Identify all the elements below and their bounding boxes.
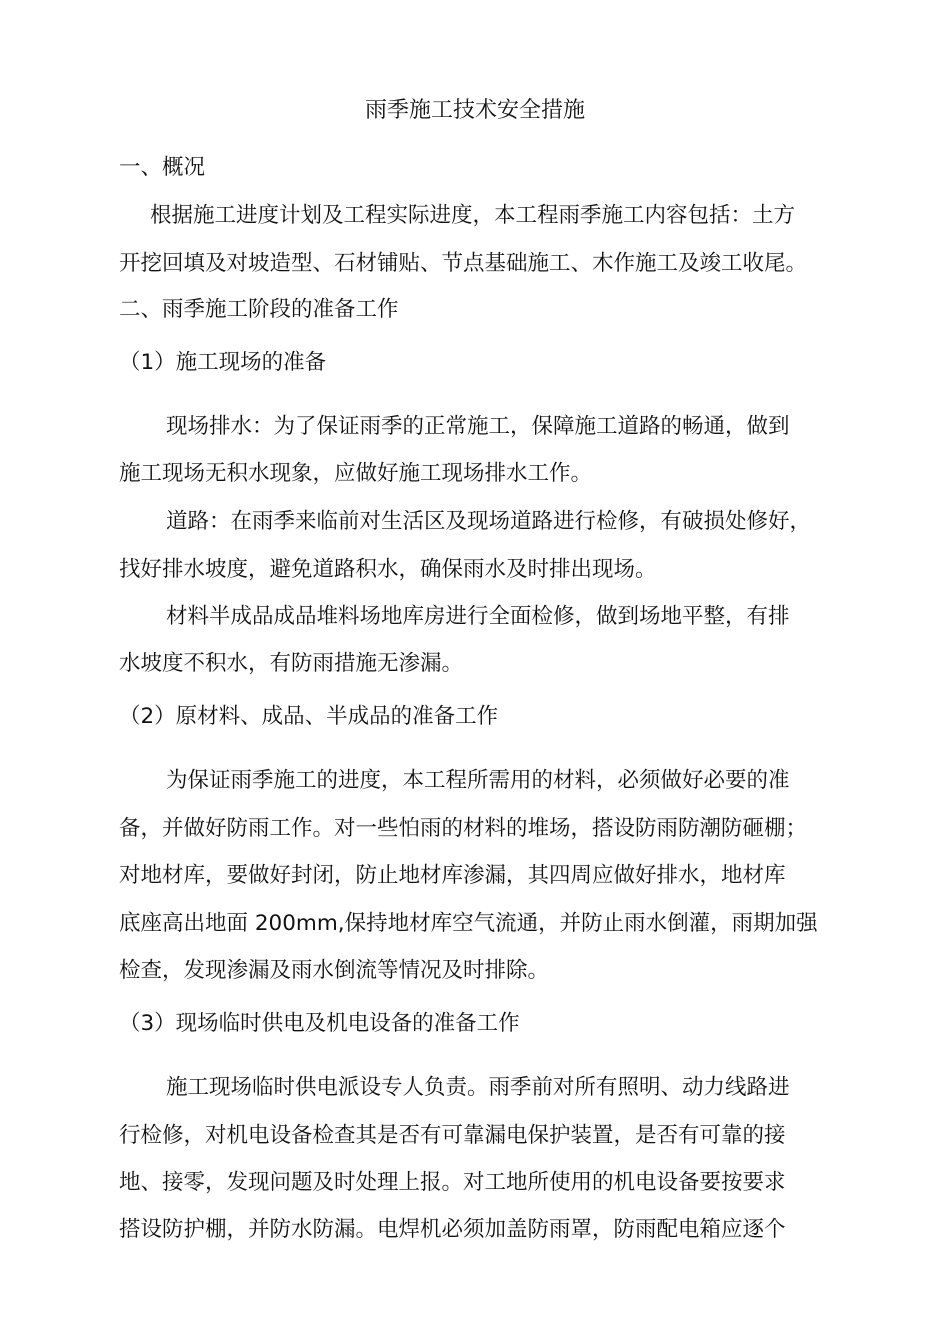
paragraph-line: 检查，发现渗漏及雨水倒流等情况及时排除。 [119,958,550,983]
section-heading-overview: 一、概况 [119,155,206,180]
paragraph-line: 道路：在雨季来临前对生活区及现场道路进行检修，有破损处修好， [166,509,812,534]
paragraph-line: 地、接零，发现问题及时处理上报。对工地所使用的机电设备要按要求 [119,1170,786,1195]
paragraph-line: 行检修，对机电设备检查其是否有可靠漏电保护装置，是否有可靠的接 [119,1123,786,1148]
paragraph-line: 找好排水坡度，避免道路积水，确保雨水及时排出现场。 [119,557,657,582]
paragraph-line: 施工现场临时供电派设专人负责。雨季前对所有照明、动力线路进 [166,1075,790,1100]
paragraph-line: 开挖回填及对坡造型、石材铺贴、节点基础施工、木作施工及竣工收尾。 [119,251,808,276]
paragraph-line: 施工现场无积水现象，应做好施工现场排水工作。 [119,461,593,486]
paragraph-line: 备，并做好防雨工作。对一些怕雨的材料的堆场，搭设防雨防潮防砸棚； [119,816,808,841]
document-title: 雨季施工技术安全措施 [364,98,585,123]
subsection-heading-power: （3）现场临时供电及机电设备的准备工作 [119,1011,520,1036]
subsection-heading-site: （1）施工现场的准备 [119,350,327,375]
paragraph-line: 对地材库，要做好封闭，防止地材库渗漏，其四周应做好排水，地材库 [119,863,786,888]
paragraph-line: 根据施工进度计划及工程实际进度，本工程雨季施工内容包括：土方 [150,203,796,228]
section-heading-preparation: 二、雨季施工阶段的准备工作 [119,297,399,322]
paragraph-line: 材料半成品成品堆料场地库房进行全面检修，做到场地平整，有排 [166,604,790,629]
paragraph-line: 搭设防护棚，并防水防漏。电焊机必须加盖防雨罩，防雨配电箱应逐个 [119,1217,786,1242]
paragraph-line: 底座高出地面 200mm,保持地材库空气流通，并防止雨水倒灌，雨期加强 [119,911,818,936]
paragraph-line: 现场排水：为了保证雨季的正常施工，保障施工道路的畅通，做到 [166,414,790,439]
paragraph-line: 水坡度不积水，有防雨措施无渗漏。 [119,651,464,676]
subsection-heading-materials: （2）原材料、成品、半成品的准备工作 [119,704,499,729]
paragraph-line: 为保证雨季施工的进度，本工程所需用的材料，必须做好必要的准 [166,768,790,793]
